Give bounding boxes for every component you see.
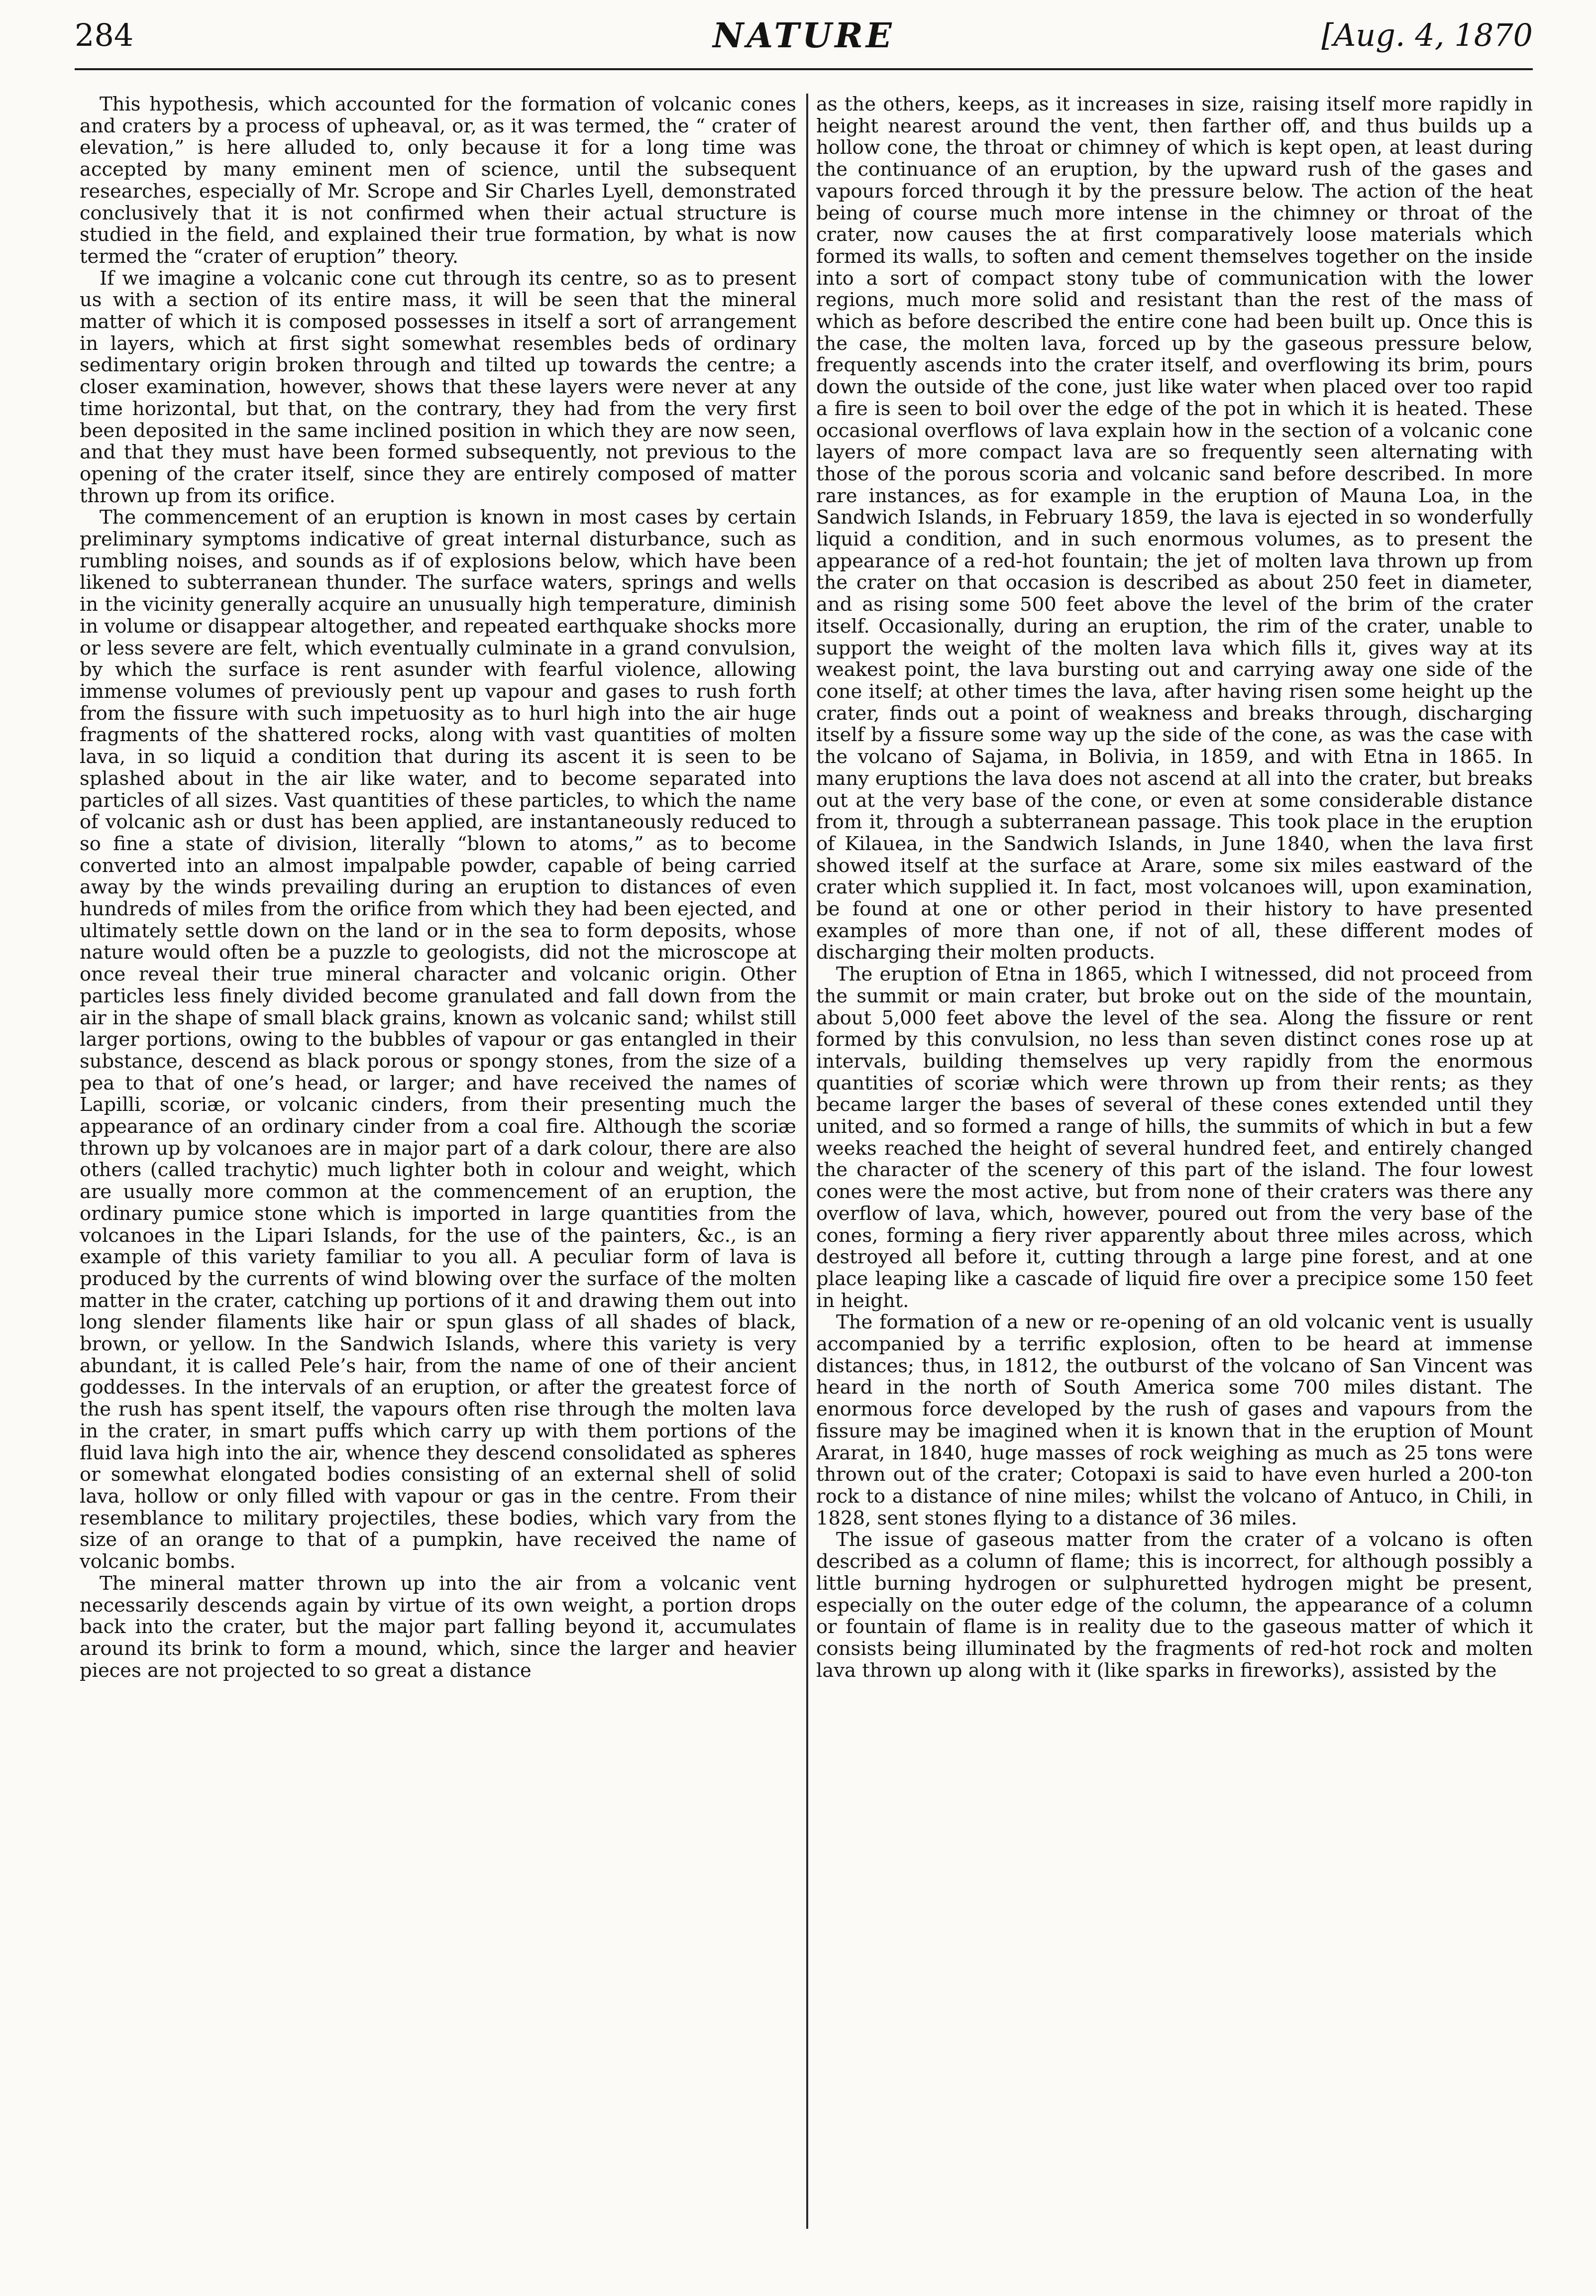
page-header: [75, 16, 1533, 80]
paragraph: If we imagine a volcanic cone cut through its centre, so as to present us with a section of its entire mass, it will be seen that the mineral matter of which it is composed possesses in itself a sort of arrangement in layers, which at first sight somewhat resembles beds of ordinary sedimentary origin broken through and tilted up towards the centre; a closer examination, however, shows that these layers were never at any time horizontal, but that, on the contrary, they had from the very first been deposited in the same inclined position in which they are now seen, and that they must have been formed subsequently, not previous to the opening of the crater itself, since they are entirely composed of matter thrown up from its orifice.: [80, 267, 796, 507]
paragraph-continued: as the others, keeps, as it increases in size, raising itself more rapidly in height nearest around the vent, then farther off, and thus builds up a hollow cone, the throat or chimney of which is kept open, at least during the continuance of an eruption, by the upward rush of the gases and vapours forced through it by the pressure below. The action of the heat being of course much more intense in the chimney or throat of the crater, now causes the at first comparatively loose materials which formed its walls, to soften and cement themselves together on the inside into a sort of compact stony tube of communication with the lower regions, much more solid and resistant than the rest of the mass of which as before described the entire cone had been built up. Once this is the case, the molten lava, forced up by the gaseous pressure below, frequently ascends into the crater itself, and overflowing its brim, pours down the outside of the cone, just like water when placed over too rapid a fire is seen to boil over the edge of the pot in which it is heated. These occasional overflows of lava explain how in the section of a volcanic cone layers of more compact lava are so frequently seen alternating with those of the porous scoria and volcanic sand before described. In more rare instances, as for example in the eruption of Mauna Loa, in the Sandwich Islands, in February 1859, the lava is ejected in so wonderfully liquid a condition, and in such enormous volumes, as to present the appearance of a red-hot fountain; the jet of molten lava thrown up from the crater on that occasion is described as about 250 feet in diameter, and as rising some 500 feet above the level of the brim of the crater itself. Occasionally, during an eruption, the rim of the crater, unable to support the weight of the molten lava which fills it, gives way at its weakest point, the lava bursting out and carrying away one side of the cone itself; at other times the lava, after having risen some height up the crater, finds out a point of weakness and breaks through, discharging itself by a fissure some way up the side of the cone, as was the case with the volcano of Sajama, in Bolivia, in 1859, and with Etna in 1865. In many eruptions the lava does not ascend at all into the crater, but breaks out at the very base of the cone, or even at some considerable distance from it, through a subterranean passage. This took place in the eruption of Kilauea, in the Sandwich Islands, in June 1840, when the lava first showed itself at the surface at Arare, some six miles eastward of the crater which supplied it. In fact, most volcanoes will, upon examination, be found at one or other period in their history to have presented examples of more than one, if not of all, these different modes of discharging their molten products.: [816, 94, 1533, 964]
journal-title: NATURE: [713, 16, 895, 56]
paragraph: The formation of a new or re-opening of an old volcanic vent is usually accompanied by a terrific explosion, often to be heard at immense distances; thus, in 1812, the outburst of the volcano of San Vincent was heard in the north of South America some 700 miles distant. The enormous force developed by the rush of gases and vapours from the fissure may be imagined when it is known that in the eruption of Mount Ararat, in 1840, huge masses of rock weighing as much as 25 tons were thrown out of the crater; Cotopaxi is said to have even hurled a 200-ton rock to a distance of nine miles; whilst the volcano of Antuco, in Chili, in 1828, sent stones flying to a distance of 36 miles.: [816, 1311, 1533, 1530]
paragraph: The eruption of Etna in 1865, which I witnessed, did not proceed from the summit or main crater, but broke out on the side of the mountain, about 5,000 feet above the level of the sea. Along the fissure or rent formed by this convulsion, no less than seven distinct cones rose up at intervals, building themselves up very rapidly from the enormous quantities of scoriæ which were thrown up from their rents; as they became larger the bases of several of these cones extended until they united, and so formed a range of hills, the summits of which in but a few weeks reached the height of several hundred feet, and entirely changed the character of the scenery of this part of the island. The four lowest cones were the most active, but from none of their craters was there any overflow of lava, which, however, poured out from the very base of the cones, forming a fiery river apparently about three miles across, which destroyed all before it, cutting through a large pine forest, and at one place leaping like a cascade of liquid fire over a precipice some 150 feet in height.: [816, 963, 1533, 1312]
paragraph: This hypothesis, which accounted for the formation of volcanic cones and craters by a process of upheaval, or, as it was termed, the “ crater of elevation,” is here alluded to, only because it for a long time was accepted by many eminent men of science, until the subsequent researches, especially of Mr. Scrope and Sir Charles Lyell, demonstrated conclusively that it is not confirmed when their actual structure is studied in the field, and explained their true formation, by what is now termed the “crater of eruption” theory.: [80, 94, 796, 268]
left-column: [80, 94, 796, 2229]
header-rule: [75, 68, 1533, 70]
paragraph: The issue of gaseous matter from the crater of a volcano is often described as a column of flame; this is incorrect, for although possibly a little burning hydrogen or sulphuretted hydrogen might be present, especially on the outer edge of the column, the appearance of a column or fountain of flame is in reality due to the gaseous matter of which it consists being illuminated by the fragments of red-hot rock and molten lava thrown up along with it (like sparks in fireworks), assisted by the: [816, 1529, 1533, 1682]
paragraph: The commencement of an eruption is known in most cases by certain preliminary symptoms indicative of great internal disturbance, such as rumbling noises, and sounds as if of explosions below, which have been likened to subterranean thunder. The surface waters, springs and wells in the vicinity generally acquire an unusually high temperature, diminish in volume or disappear altogether, and repeated earthquake shocks more or less severe are felt, which eventually culminate in a grand convulsion, by which the surface is rent asunder with fearful violence, allowing immense volumes of previously pent up vapour and gases to rush forth from the fissure with such impetuosity as to hurl high into the air huge fragments of the shattered rocks, along with vast quantities of molten lava, in so liquid a condition that during its ascent it is seen to be splashed about in the air like water, and to become separated into particles of all sizes. Vast quantities of these particles, to which the name of volcanic ash or dust has been applied, are instantaneously reduced to so fine a state of division, literally “blown to atoms,” as to become converted into an almost impalpable powder, capable of being carried away by the winds prevailing during an eruption to distances of even hundreds of miles from the orifice from which they had been ejected, and ultimately settle down on the land or in the sea to form deposits, whose nature would often be a puzzle to geologists, did not the microscope at once reveal their true mineral character and volcanic origin. Other particles less finely divided become granulated and fall down from the air in the shape of small black grains, known as volcanic sand; whilst still larger portions, owing to the bubbles of vapour or gas entangled in their substance, descend as black porous or spongy stones, from the size of a pea to that of one’s head, or larger; and have received the names of Lapilli, scoriæ, or volcanic cinders, from their presenting much the appearance of an ordinary cinder from a coal fire. Although the scoriæ thrown up by volcanoes are in major part of a dark colour, there are also others (called trachytic) much lighter both in colour and weight, which are usually more common at the commencement of an eruption, the ordinary pumice stone which is imported in large quantities from the volcanoes in the Lipari Islands, for the use of the painters, &c., is an example of this variety familiar to you all. A peculiar form of lava is produced by the currents of wind blowing over the surface of the molten matter in the crater, catching up portions of it and drawing them out into long slender filaments like hair or spun glass of all shades of black, brown, or yellow. In the Sandwich Islands, where this variety is very abundant, it is called Pele’s hair, from the name of one of their ancient goddesses. In the intervals of an eruption, or after the greatest force of the rush has spent itself, the vapours often rise through the molten lava in the crater, in smart puffs which carry up with them portions of the fluid lava high into the air, whence they descend consolidated as spheres or somewhat elongated bodies consisting of an external shell of solid lava, hollow or only filled with vapour or gas in the centre. From their resemblance to military projectiles, these bodies, which vary from the size of an orange to that of a pumpkin, have received the name of volcanic bombs.: [80, 506, 796, 1573]
page-number: 284: [75, 17, 134, 53]
paragraph: The mineral matter thrown up into the air from a volcanic vent necessarily descends again by virtue of its own weight, a portion drops back into the crater, but the major part falling beyond it, accumulates around its brink to form a mound, which, since the larger and heavier pieces are not projected to so great a distance: [80, 1572, 796, 1682]
column-divider: [806, 94, 808, 2229]
issue-date: [Aug. 4, 1870: [1321, 17, 1533, 53]
right-column: [816, 94, 1533, 2229]
